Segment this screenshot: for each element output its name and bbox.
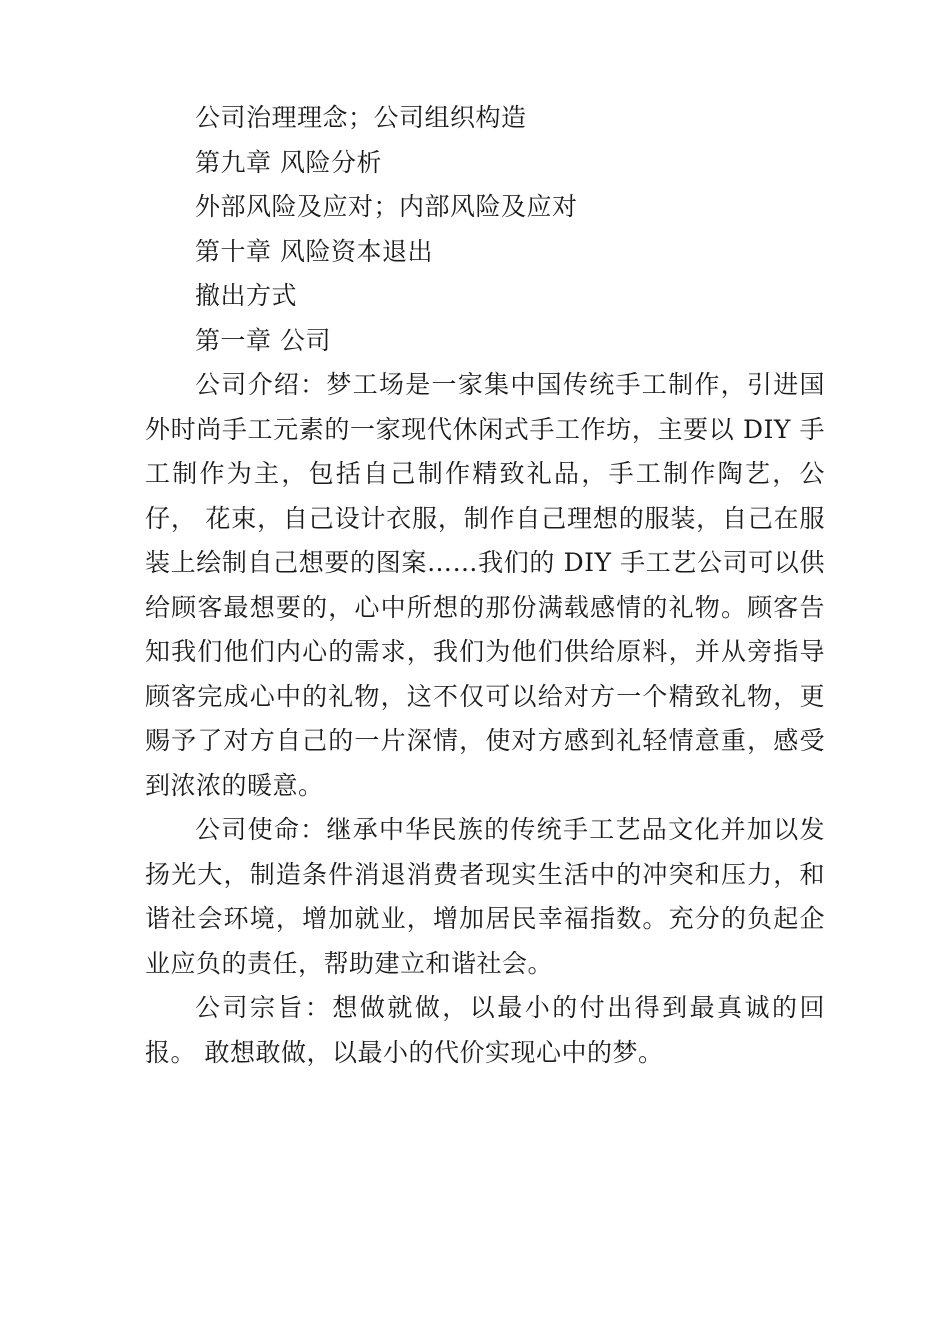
paragraph-company-intro: 公司介绍：梦工场是一家集中国传统手工制作，引进国外时尚手工元素的一家现代休闲式手工作坊，主要以 DIY 手工制作为主，包括自己制作精致礼品，手工制作陶艺，公仔， 花束，自己设计衣服，制作自己理想的服装，自己在服装上绘制自己想要的图案……我们的 DIY 手工艺公司可以供给顾客最想要的，心中所想的那份满载感情的礼物。顾客告知我们他们内心的需求，我们为他们供给原料，并从旁指导顾客完成心中的礼物，这不仅可以给对方一个精致礼物，更赐予了对方自己的一片深情，使对方感到礼轻情意重，感受到浓浓的暖意。 [145,370,825,800]
paragraph-company-purpose: 公司宗旨：想做就做，以最小的付出得到最真诚的回报。 敢想敢做，以最小的代价实现心中的梦。 [145,993,825,1067]
paragraph-governance: 公司治理理念；公司组织构造 [195,103,527,132]
heading-chapter-1: 第一章 公司 [195,325,331,355]
heading-chapter-10: 第十章 风险资本退出 [195,236,433,266]
paragraph-exit-method: 撤出方式 [195,281,298,310]
document-body [145,96,825,1075]
heading-chapter-9: 第九章 风险分析 [195,147,382,177]
paragraph-risk-response: 外部风险及应对；内部风险及应对 [195,192,578,221]
paragraph-company-mission: 公司使命：继承中华民族的传统手工艺品文化并加以发扬光大，制造条件消退消费者现实生活中的冲突和压力，和谐社会环境，增加就业，增加居民幸福指数。充分的负起企业应负的责任，帮助建立和谐社会。 [145,815,825,978]
